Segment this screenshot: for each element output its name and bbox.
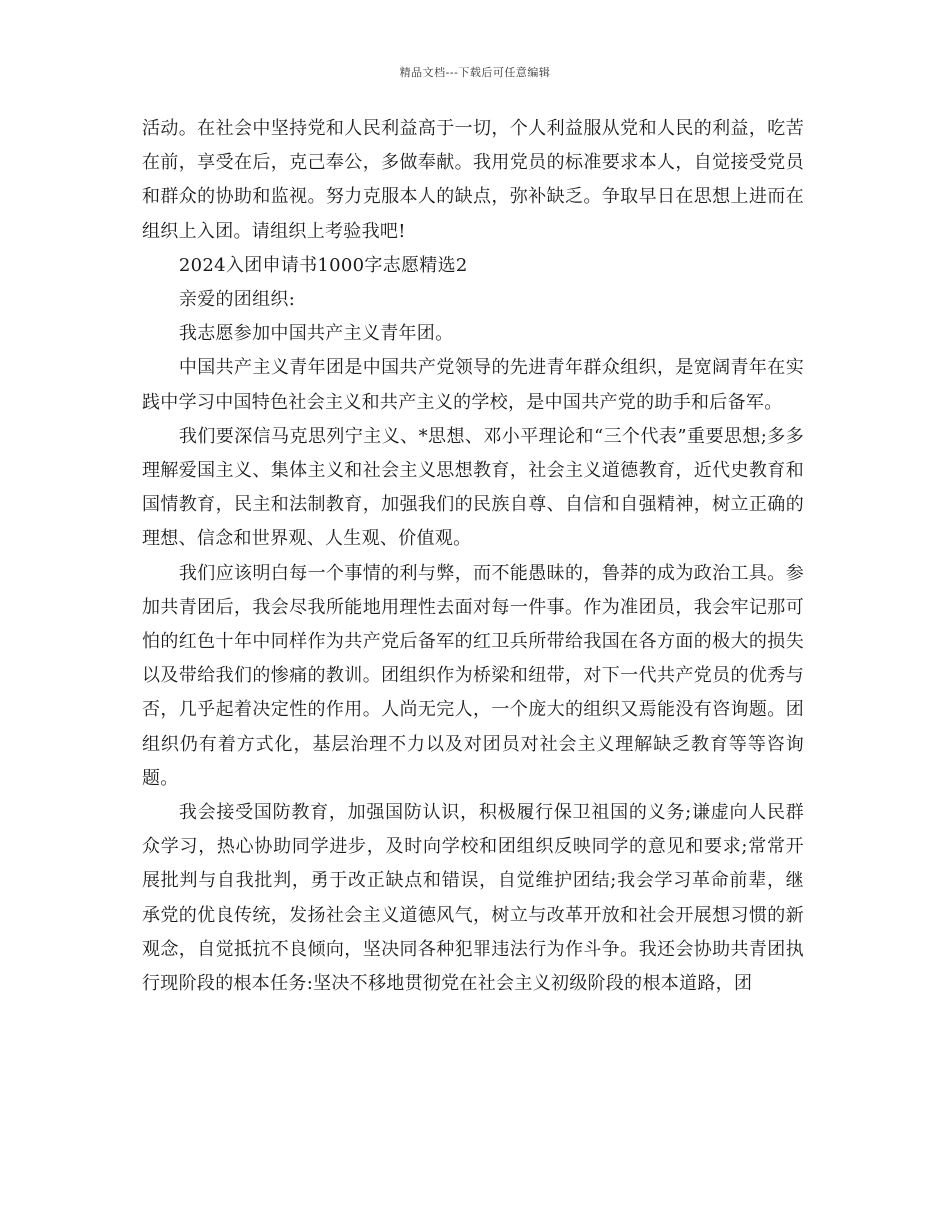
salutation: 亲爱的团组织: (178, 289, 296, 311)
paragraph: 我们要深信马克思列宁主义、*思想、邓小平理论和“三个代表”重要思想;多多理解爱国主义、集体主义和社会主义思想教育，社会主义道德教育，近代史教育和国情教育，民主和法制教育，加强我们的民族自尊、自信和自强精神，树立正确的理想、信念和世界观、人生观、价值观。 (142, 425, 804, 550)
paragraph: 我会接受国防教育，加强国防认识，积极履行保卫祖国的义务;谦虚向人民群众学习，热心协助同学进步，及时向学校和团组织反映同学的意见和要求;常常开展批判与自我批判，勇于改正缺点和错误，自觉维护团结;我会学习革命前辈，继承党的优良传统，发扬社会主义道德风气，树立与改革开放和社会开展想习惯的新观念，自觉抵抗不良倾向，坚决同各种犯罪违法行为作斗争。我还会协助共青团执行现阶段的根本任务:坚决不移地贯彻党在社会主义初级阶段的根本道路，团 (142, 802, 804, 995)
paragraph: 我志愿参加中国共产主义青年团。 (178, 323, 454, 345)
paragraph: 我们应该明白每一个事情的利与弊，而不能愚昧的，鲁莽的成为政治工具。参加共青团后，我会尽我所能地用理性去面对每一件事。作为准团员，我会牢记那可怕的红色十年中同样作为共产党后备军的红卫兵所带给我国在各方面的极大的损失以及带给我们的惨痛的教训。团组织作为桥梁和纽带，对下一代共产党员的优秀与否，几乎起着决定性的作用。人尚无完人，一个庞大的组织又焉能没有咨询题。团组织仍有着方式化，基层治理不力以及对团员对社会主义理解缺乏教育等等咨询题。 (142, 562, 804, 789)
page-header: 精品文档---下载后可任意编辑 (399, 66, 551, 79)
section-title: 2024入团申请书1000字志愿精选2 (178, 254, 468, 276)
document-body (142, 112, 804, 1001)
paragraph: 中国共产主义青年团是中国共产党领导的先进青年群众组织，是宽阔青年在实践中学习中国特色社会主义和共产主义的学校，是中国共产党的助手和后备军。 (142, 357, 804, 413)
paragraph-continuation: 活动。在社会中坚持党和人民利益高于一切，个人利益服从党和人民的利益，吃苦在前，享受在后，克己奉公，多做奉献。我用党员的标准要求本人，自觉接受党员和群众的协助和监视。努力克服本人的缺点，弥补缺乏。争取早日在思想上进而在组织上入团。请组织上考验我吧! (142, 118, 804, 242)
